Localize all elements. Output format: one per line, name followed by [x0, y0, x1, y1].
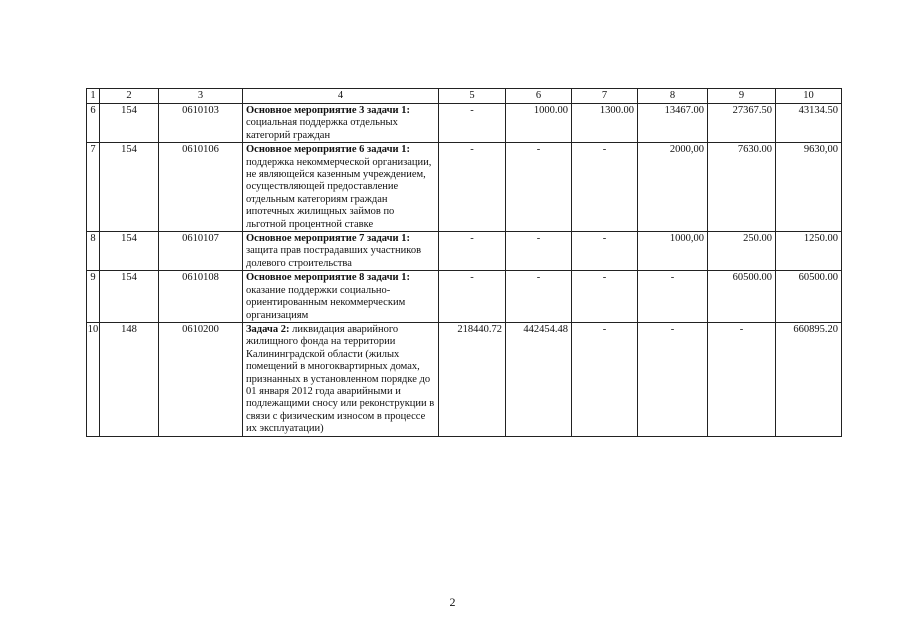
description-title: Основное мероприятие 3 задачи 1: — [246, 105, 410, 116]
value-cell: - — [439, 104, 506, 143]
value-cell: - — [439, 271, 506, 323]
value-cell: 1000,00 — [638, 232, 708, 271]
row-number: 6 — [87, 104, 100, 143]
code-cell: 154 — [100, 104, 159, 143]
value-cell: 7630.00 — [708, 143, 776, 232]
code-cell: 0610107 — [159, 232, 243, 271]
table-row — [87, 322, 842, 436]
header-cell: 9 — [708, 89, 776, 104]
value-cell: 27367.50 — [708, 104, 776, 143]
value-cell: - — [439, 143, 506, 232]
value-cell: 1300.00 — [572, 104, 638, 143]
description-title: Основное мероприятие 6 задачи 1: — [246, 144, 410, 156]
header-cell: 3 — [159, 89, 243, 104]
code-cell: 154 — [100, 271, 159, 323]
value-cell: - — [708, 322, 776, 436]
table-row — [87, 271, 842, 323]
code-cell: 148 — [100, 322, 159, 436]
value-cell: - — [638, 271, 708, 323]
header-cell: 6 — [506, 89, 572, 104]
code-cell: 0610106 — [159, 143, 243, 232]
description-cell — [243, 143, 439, 232]
value-cell: - — [506, 271, 572, 323]
description-cell — [243, 322, 439, 436]
header-cell: 1 — [87, 89, 100, 104]
header-cell: 8 — [638, 89, 708, 104]
description-title: Задача 2: — [246, 323, 290, 335]
description-text: защита прав пострадавших участников долевого строительства — [246, 245, 422, 269]
row-number: 7 — [87, 143, 100, 232]
value-cell: - — [572, 322, 638, 436]
description-cell — [243, 104, 439, 143]
description-text: ликвидация аварийного жилищного фонда на территории Калининградской области (жилых помещений в многоквартирных домах, признанных в установленном порядке до 01 января 2012 года аварийными и подлежащими сносу или реконструкции в связи с физическим износом в процессе их эксплуатации) — [246, 323, 435, 435]
value-cell: 1250.00 — [776, 232, 842, 271]
value-cell: - — [638, 322, 708, 436]
row-number: 9 — [87, 271, 100, 323]
header-cell: 2 — [100, 89, 159, 104]
value-cell: - — [572, 143, 638, 232]
page-number: 2 — [449, 595, 456, 609]
code-cell: 0610108 — [159, 271, 243, 323]
value-cell: 60500.00 — [776, 271, 842, 323]
description-text: социальная поддержка отдельных категорий граждан — [246, 117, 398, 141]
value-cell: 9630,00 — [776, 143, 842, 232]
description-title: Основное мероприятие 8 задачи 1: — [246, 272, 410, 284]
value-cell: 218440.72 — [439, 322, 506, 436]
table-row — [87, 104, 842, 143]
value-cell: - — [439, 232, 506, 271]
header-cell: 5 — [439, 89, 506, 104]
value-cell: 1000.00 — [506, 104, 572, 143]
value-cell: 43134.50 — [776, 104, 842, 143]
description-cell — [243, 271, 439, 323]
code-cell: 154 — [100, 232, 159, 271]
code-cell: 154 — [100, 143, 159, 232]
row-number: 8 — [87, 232, 100, 271]
description-cell — [243, 232, 439, 271]
header-cell: 7 — [572, 89, 638, 104]
value-cell: 13467.00 — [638, 104, 708, 143]
program-table — [86, 88, 842, 437]
header-row — [87, 89, 842, 104]
description-title: Основное мероприятие 7 задачи 1: — [246, 233, 410, 245]
description-text: оказание поддержки социально-ориентированным некоммерческим организациям — [246, 284, 406, 321]
value-cell: - — [572, 271, 638, 323]
value-cell: - — [506, 143, 572, 232]
value-cell: 442454.48 — [506, 322, 572, 436]
code-cell: 0610200 — [159, 322, 243, 436]
value-cell: - — [572, 232, 638, 271]
value-cell: - — [506, 232, 572, 271]
row-number: 10 — [87, 322, 100, 436]
value-cell: 2000,00 — [638, 143, 708, 232]
description-text: поддержка некоммерческой организации, не являющейся казенным учреждением, осуществляющей предоставление отдельным категориям граждан ипотечных жилищных займов по льготной процентной ставке — [246, 156, 432, 230]
header-cell: 4 — [243, 89, 439, 104]
value-cell: 660895.20 — [776, 322, 842, 436]
value-cell: 60500.00 — [708, 271, 776, 323]
value-cell: 250.00 — [708, 232, 776, 271]
header-cell: 10 — [776, 89, 842, 104]
table-row — [87, 143, 842, 232]
table-row — [87, 232, 842, 271]
code-cell: 0610103 — [159, 104, 243, 143]
